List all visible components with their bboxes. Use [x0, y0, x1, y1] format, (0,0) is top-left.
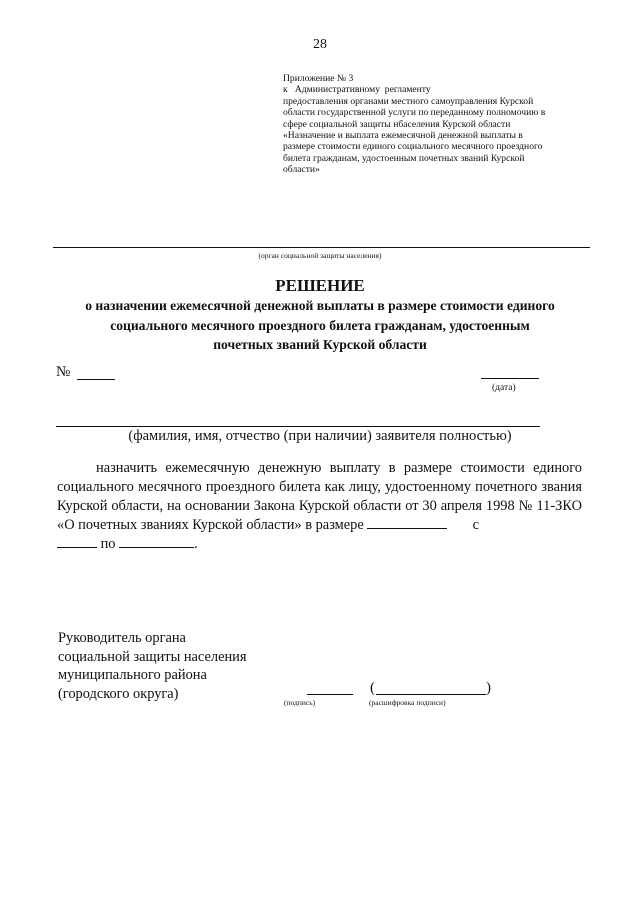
appendix-line: билета гражданам, удостоенным почетных званий Курской	[283, 152, 525, 164]
head-line: муниципального района	[58, 667, 207, 684]
date-blank	[481, 378, 539, 379]
number-label: №	[56, 364, 71, 380]
appendix-header	[283, 73, 583, 176]
org-fill-line	[53, 247, 590, 248]
document-title: РЕШЕНИЕ	[275, 276, 365, 295]
appendix-line: Приложение № 3	[283, 73, 354, 84]
number-blank	[77, 379, 115, 380]
appendix-line: к Административному регламенту	[283, 84, 431, 96]
subtitle-line: социального месячного проездного билета гражданам, удостоенным	[110, 317, 530, 333]
page-number: 28	[313, 37, 327, 52]
appendix-line: предоставления органами местного самоуправления Курской	[283, 95, 534, 107]
start-date-blank	[57, 535, 97, 548]
org-caption: (орган социальной защиты населения)	[258, 251, 382, 260]
appendix-line: области государственной услуги по переданному полномочию в	[283, 107, 546, 119]
appendix-line: сфере социальной защиты нбаселения Курской области	[283, 118, 511, 130]
head-line: социальной защиты населения	[58, 648, 247, 665]
applicant-name-line	[56, 426, 540, 427]
appendix-line: «Назначение и выплата ежемесячной денежной выплаты в	[283, 130, 523, 142]
head-signature-block	[58, 629, 246, 704]
signature-caption: (подпись)	[284, 698, 316, 707]
document-subtitle	[40, 296, 600, 355]
body-text: назначить ежемесячную денежную выплату в размере стоимости единого социального месячного проездного билета как лицу, удостоенному почетного звания Курской области, на основании Закона Курской области от 30 апреля 1998 № 11-ЗКО «О почетных званиях Курской области» в размере	[57, 460, 582, 533]
amount-blank	[367, 516, 447, 529]
decoding-blank	[376, 694, 486, 695]
to-word: по	[100, 535, 116, 552]
date-caption: (дата)	[492, 383, 516, 393]
subtitle-line: о назначении ежемесячной денежной выплаты в размере стоимости единого	[85, 298, 555, 313]
appendix-line: области»	[283, 164, 320, 176]
subtitle-line: почетных званий Курской области	[213, 337, 427, 352]
from-word: с	[472, 516, 479, 533]
head-line: (городского округа)	[58, 686, 179, 703]
applicant-name-caption: (фамилия, имя, отчество (при наличии) заявителя полностью)	[128, 428, 512, 444]
paren-close: )	[486, 680, 491, 696]
paren-open: (	[370, 680, 375, 696]
end-date-blank	[119, 535, 194, 548]
signature-blank	[307, 694, 353, 695]
appendix-line: размере стоимости единого социального месячного проездного	[283, 141, 543, 153]
decision-body	[57, 459, 582, 554]
decoding-caption: (расшифровка подписи)	[369, 698, 446, 707]
head-line: Руководитель органа	[58, 630, 186, 646]
body-end: .	[194, 535, 198, 552]
